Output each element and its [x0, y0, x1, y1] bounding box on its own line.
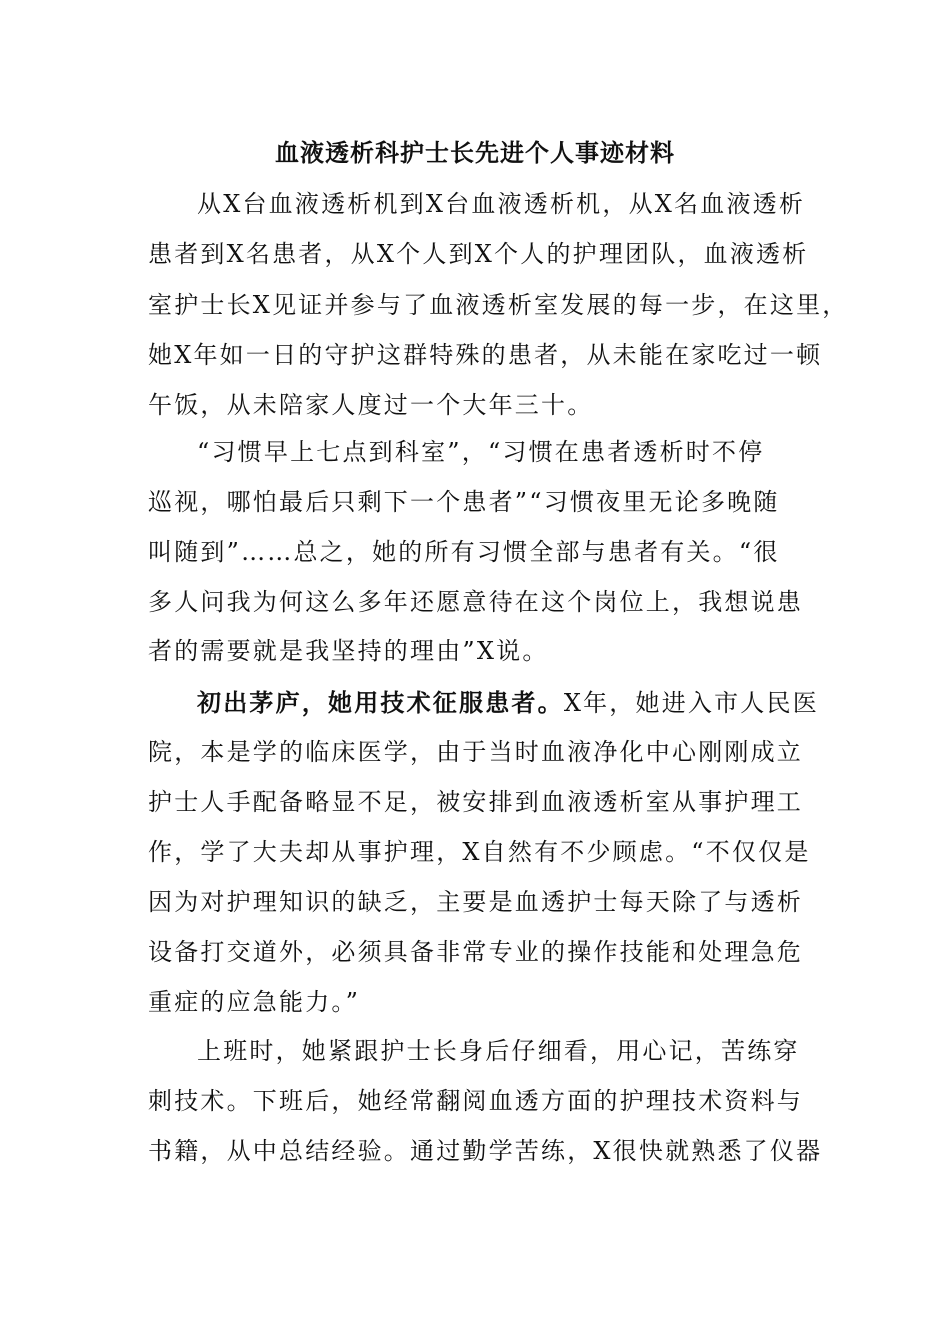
paragraph-1-line-3: 室护士长X见证并参与了血液透析室发展的每一步，在这里， — [148, 291, 849, 319]
paragraph-4-line-2: 刺技术。下班后，她经常翻阅血透方面的护理技术资料与 — [148, 1087, 803, 1115]
paragraph-3-line-1-text: X年，她进入市人民医 — [563, 689, 819, 717]
paragraph-3-line-4: 作，学了大夫却从事护理，X自然有不少顾虑。“不仅仅是 — [148, 838, 811, 866]
paragraph-2-line-1: “习惯早上七点到科室”，“习惯在患者透析时不停 — [197, 438, 765, 466]
document-title: 血液透析科护士长先进个人事迹材料 — [275, 138, 675, 167]
paragraph-1-line-5: 午饭，从未陪家人度过一个大年三十。 — [148, 391, 594, 419]
paragraph-3-line-7: 重症的应急能力。” — [148, 988, 361, 1016]
paragraph-4-line-3: 书籍，从中总结经验。通过勤学苦练，X很快就熟悉了仪器 — [148, 1137, 823, 1165]
paragraph-4-line-1: 上班时，她紧跟护士长身后仔细看，用心记，苦练穿 — [197, 1037, 800, 1065]
paragraph-1-line-4: 她X年如一日的守护这群特殊的患者，从未能在家吃过一顿 — [148, 341, 823, 369]
paragraph-3-line-3: 护士人手配备略显不足，被安排到血液透析室从事护理工 — [148, 788, 803, 816]
paragraph-2-line-5: 者的需要就是我坚持的理由”X说。 — [148, 637, 549, 665]
paragraph-2-line-4: 多人问我为何这么多年还愿意待在这个岗位上，我想说患 — [148, 588, 803, 616]
paragraph-1-line-2: 患者到X名患者，从X个人到X个人的护理团队，血液透析 — [148, 240, 809, 268]
paragraph-3-line-5: 因为对护理知识的缺乏，主要是血透护士每天除了与透析 — [148, 888, 803, 916]
paragraph-1-line-1: 从X台血液透析机到X台血液透析机，从X名血液透析 — [197, 190, 806, 218]
paragraph-2-line-3: 叫随到”……总之，她的所有习惯全部与患者有关。“很 — [148, 538, 780, 566]
paragraph-3-line-1 — [197, 686, 827, 720]
section-heading: 初出茅庐，她用技术征服患者。 — [197, 688, 564, 717]
paragraph-3-line-2: 院，本是学的临床医学，由于当时血液净化中心刚刚成立 — [148, 738, 803, 766]
paragraph-3-line-6: 设备打交道外，必须具备非常专业的操作技能和处理急危 — [148, 938, 803, 966]
paragraph-2-line-2: 巡视，哪怕最后只剩下一个患者”“习惯夜里无论多晚随 — [148, 488, 780, 516]
